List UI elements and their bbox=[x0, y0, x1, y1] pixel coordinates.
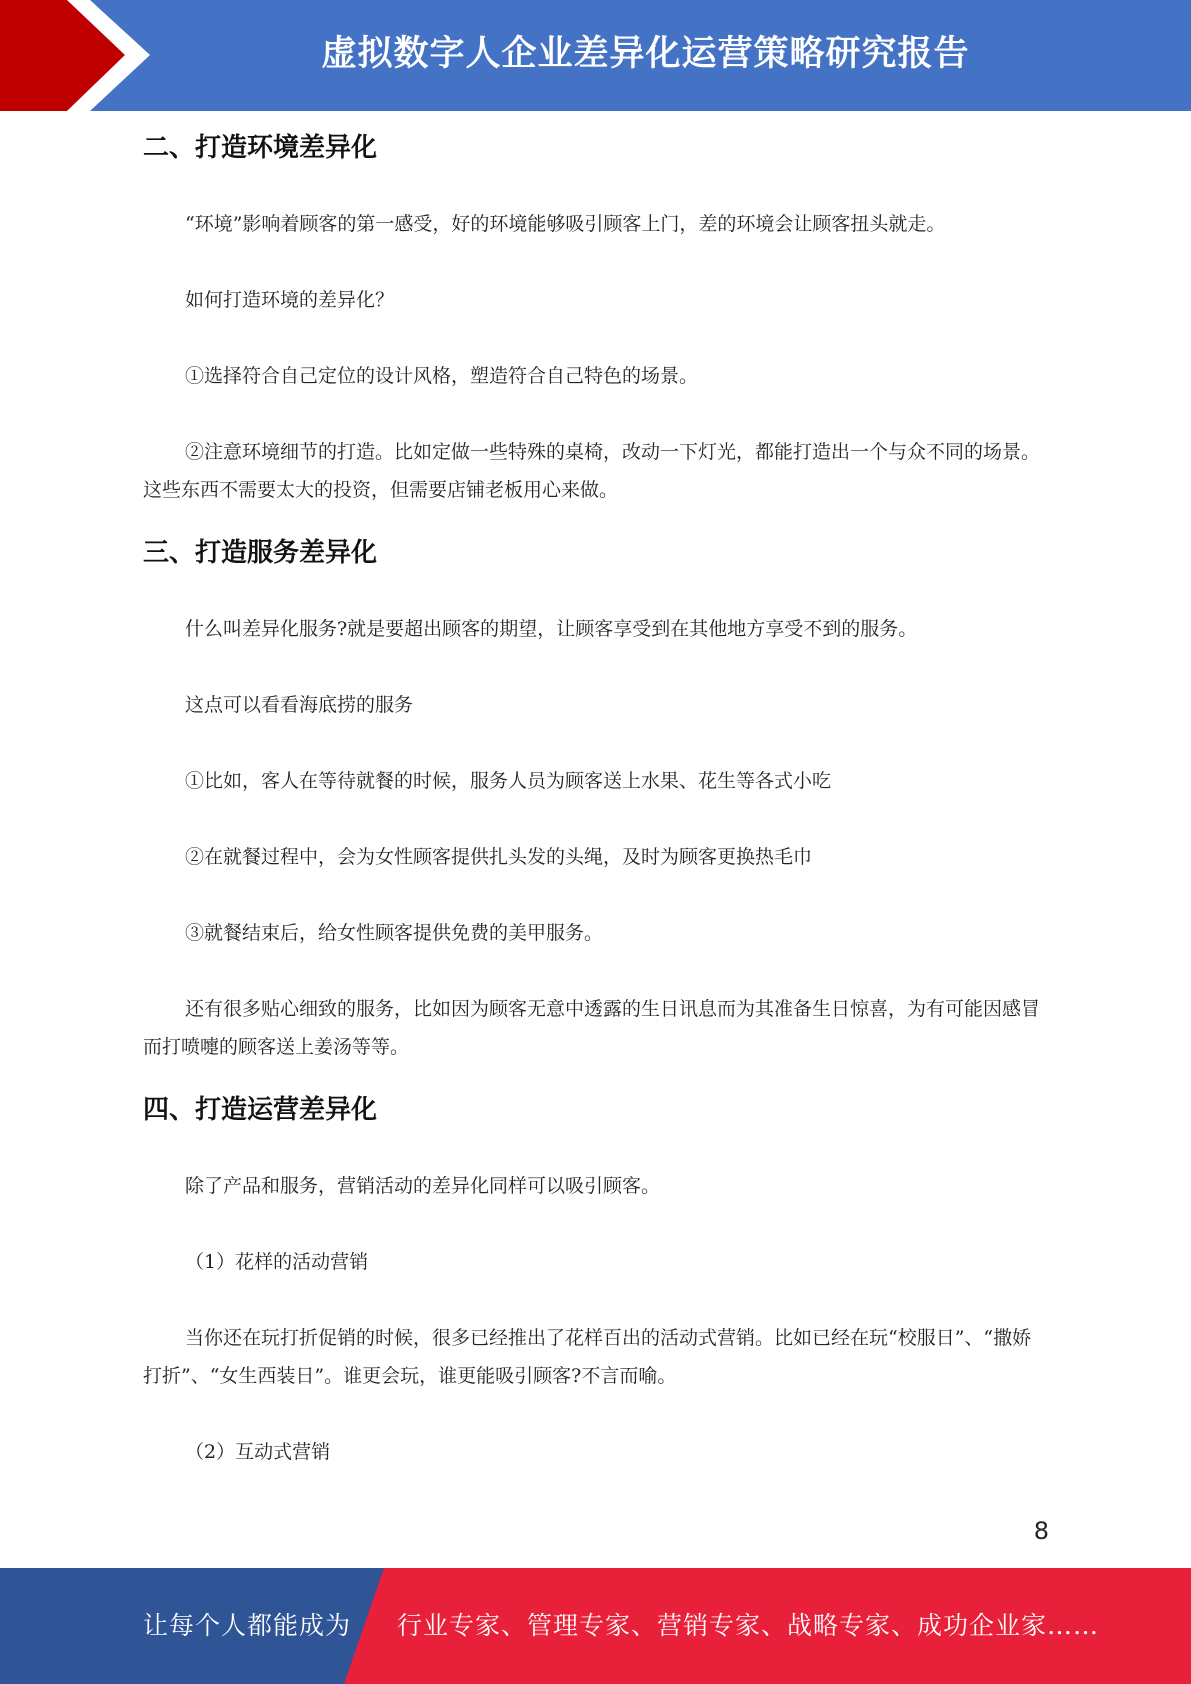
footer-slogan-left: 让每个人都能成为 bbox=[143, 1611, 352, 1640]
paragraph: 还有很多贴心细致的服务，比如因为顾客无意中透露的生日讯息而为其准备生日惊喜，为有可能因感冒而打喷嚏的顾客送上姜汤等等。 bbox=[143, 998, 1041, 1058]
paragraph: 这点可以看看海底捞的服务 bbox=[185, 694, 414, 716]
paragraph: ②注意环境细节的打造。比如定做一些特殊的桌椅，改动一下灯光，都能打造出一个与众不同的场景。这些东西不需要太大的投资，但需要店铺老板用心来做。 bbox=[143, 441, 1041, 501]
footer-banner bbox=[0, 1568, 1191, 1684]
section-heading: 四、打造运营差异化 bbox=[143, 1095, 378, 1125]
header-banner bbox=[0, 0, 1191, 111]
paragraph: 什么叫差异化服务?就是要超出顾客的期望，让顾客享受到在其他地方享受不到的服务。 bbox=[185, 618, 918, 640]
paragraph: “环境”影响着顾客的第一感受，好的环境能够吸引顾客上门，差的环境会让顾客扭头就走。 bbox=[185, 213, 946, 235]
section-heading: 二、打造环境差异化 bbox=[143, 133, 378, 163]
paragraph: ①比如，客人在等待就餐的时候，服务人员为顾客送上水果、花生等各式小吃 bbox=[185, 770, 832, 792]
section-heading: 三、打造服务差异化 bbox=[143, 538, 378, 568]
page-number: 8 bbox=[1033, 1517, 1049, 1545]
paragraph: ③就餐结束后，给女性顾客提供免费的美甲服务。 bbox=[185, 922, 604, 944]
document-body bbox=[143, 112, 1048, 1471]
footer-slogan-right: 行业专家、管理专家、营销专家、战略专家、成功企业家…… bbox=[397, 1611, 1100, 1640]
paragraph: 如何打造环境的差异化？ bbox=[185, 289, 395, 311]
paragraph: ①选择符合自己定位的设计风格，塑造符合自己特色的场景。 bbox=[185, 365, 699, 387]
report-title: 虚拟数字人企业差异化运营策略研究报告 bbox=[321, 34, 970, 74]
paragraph: ②在就餐过程中，会为女性顾客提供扎头发的头绳，及时为顾客更换热毛巾 bbox=[185, 846, 813, 868]
section-operations bbox=[143, 1092, 1048, 1471]
paragraph: 当你还在玩打折促销的时候，很多已经推出了花样百出的活动式营销。比如已经在玩“校服日”、“撒娇打折”、“女生西装日”。谁更会玩，谁更能吸引顾客?不言而喻。 bbox=[143, 1327, 1032, 1387]
subheading: （1）花样的活动营销 bbox=[185, 1251, 369, 1273]
section-service bbox=[143, 535, 1048, 1066]
paragraph: 除了产品和服务，营销活动的差异化同样可以吸引顾客。 bbox=[185, 1175, 661, 1197]
subheading: （2）互动式营销 bbox=[185, 1441, 331, 1463]
section-environment bbox=[143, 130, 1048, 509]
